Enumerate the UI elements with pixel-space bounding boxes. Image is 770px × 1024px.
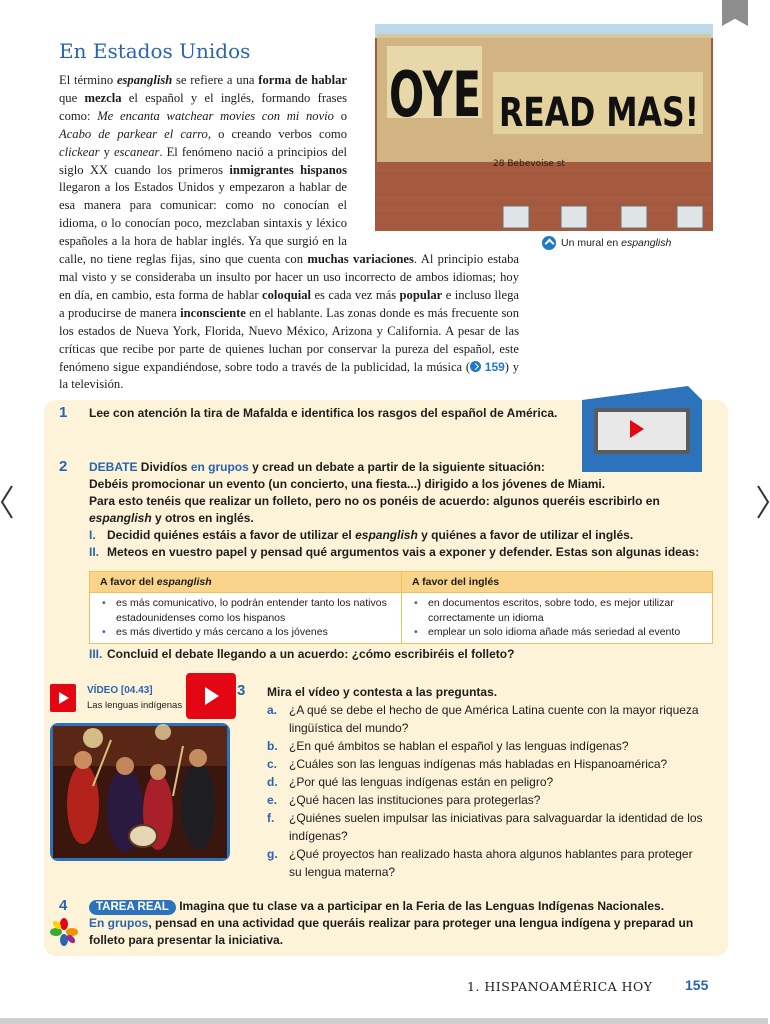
activity-1-text: Lee con atención la tira de Mafalda e identifica los rasgos del español de América. — [89, 406, 558, 420]
debate-tag: DEBATE — [89, 460, 138, 474]
table-list-item: • en documentos escritos, sobre todo, es mejor utilizar correctamente un idioma — [410, 596, 704, 625]
table-list-item: • emplear un solo idioma añade más seriedad al evento — [410, 625, 704, 640]
question-item — [267, 755, 707, 773]
question-text: ¿Qué proyectos han realizado hasta ahora algunos hablantes para proteger su lengua materna? — [289, 847, 693, 879]
question-text: ¿Cuáles son las lenguas indígenas más habladas en Hispanoamérica? — [289, 757, 668, 771]
svg-text:READ MAS!: READ MAS! — [499, 90, 699, 136]
question-text: ¿Qué hacen las instituciones para protegerlas? — [289, 793, 541, 807]
activity-3-heading: Mira el vídeo y contesta a las preguntas. — [267, 685, 498, 699]
question-letter: d. — [267, 775, 278, 789]
bottom-bar — [0, 1018, 768, 1024]
question-letter: g. — [267, 847, 278, 861]
page-number: 155 — [685, 977, 709, 993]
question-list — [267, 701, 707, 881]
table-list-item: • es más comunicativo, lo podrán entender tanto los nativos estadounidenses como los hispanos — [98, 596, 393, 625]
activity-number: 2 — [59, 458, 68, 475]
video-subtitle: Las lenguas indígenas — [87, 700, 183, 711]
table-cell-espanglish — [90, 593, 402, 644]
footer-unit-title: 1. HISPANOAMÉRICA HOY — [467, 979, 653, 994]
question-item — [267, 791, 707, 809]
debate-table — [89, 571, 713, 644]
svg-text:28 Bebevoise st: 28 Bebevoise st — [493, 159, 565, 169]
question-letter: e. — [267, 793, 278, 807]
activity-2-text: DEBATE Dividíos en grupos y cread un debate a partir de la siguiente situación: Debéis promocionar un evento (un concierto, una fiesta...) dirigido a los jóvenes de Miami. Para esto tenéis que realizar un folleto, pero no os ponéis de acuerdo: algunos queréis escribirlo en espanglish y otros en inglés. I. Decidid quiénes estáis a favor de utilizar el espanglish y quiénes a favor de utilizar el inglés. II. Meteos en vuestro papel y pensad qué argumentos vais a exponer y defender. Estas son algunas ideas: — [89, 460, 700, 559]
caption-emphasis: espanglish — [621, 237, 672, 249]
table-cell-ingles — [402, 593, 713, 644]
table-header-espanglish: A favor del espanglish — [90, 572, 402, 593]
mural-caption — [542, 236, 671, 250]
video-play-icon[interactable] — [50, 684, 76, 712]
question-item — [267, 809, 707, 845]
video-play-icon — [630, 420, 644, 438]
tarea-flower-icon — [50, 918, 78, 946]
question-item — [267, 701, 707, 737]
mural-photo — [375, 24, 713, 231]
activity-number: 3 — [237, 682, 246, 699]
question-letter: a. — [267, 703, 278, 717]
chevron-right-icon[interactable] — [756, 484, 770, 520]
activity-2-step-3: III. Concluid el debate llegando a un acuerdo: ¿cómo escribiréis el folleto? — [89, 647, 515, 661]
question-text: ¿A qué se debe el hecho de que América Latina cuente con la mayor riqueza lingüística del mundo? — [289, 703, 699, 735]
question-letter: c. — [267, 757, 278, 771]
svg-text:OYE: OYE — [389, 58, 481, 131]
activity-4-text: TAREA REAL Imagina que tu clase va a participar en la Feria de las Lenguas Indígenas Nacionales. En grupos, pensad en una actividad que queráis realizar para proteger una lengua indígena y preparad un folleto para presentar la iniciativa. — [89, 899, 694, 947]
video-label: VÍDEO [04.43] — [87, 685, 153, 696]
question-text: ¿En qué ámbitos se hablan el español y las lenguas indígenas? — [289, 739, 629, 753]
activity-number: 4 — [59, 897, 68, 914]
table-header-ingles: A favor del inglés — [402, 572, 713, 593]
question-item — [267, 737, 707, 755]
question-item — [267, 845, 707, 881]
indigenous-musicians-photo[interactable] — [50, 723, 230, 861]
caption-text: Un mural en — [561, 237, 622, 249]
intro-paragraph: El término espanglish se refiere a una forma de hablar que mezcla el español y el inglés, formando frases como: Me encanta watchear movies con mi novio o Acabo de parkear el carro, o creando verbos como clickear y escanear. El fenómeno nació a principios del siglo XX cuando los primeros inmigrantes hispanos llegaron a los Estados Unidos y empezaron a hablar de esa manera para comunicar: como no conocían el idioma, o lo conocían poco, mezclaban sintaxis y léxico españoles a la hora de hablar inglés. Ya que surgió en la calle, no tiene reglas fijas, sino que cuenta con muchas variaciones. Al principio estaba mal visto y se consideraba un insulto por hacer un uso incorrecto de ambos idiomas; hoy en día, en cambio, esta forma de hablar coloquial es cada vez más popular e incluso llega a producirse de manera inconsciente en el hablante. Las zonas donde es más frecuente son los estados de Nueva York, Florida, Nuevo México, Arizona y California. A pesar de las críticas que recibe por parte de quienes luchan por conservar la pureza del español, este fenómeno sigue expandiéndose, sobre todo a través de la publicidad, la música ( 159) y la televisión. — [59, 73, 520, 392]
question-letter: f. — [267, 811, 275, 825]
question-item — [267, 773, 707, 791]
question-letter: b. — [267, 739, 278, 753]
chevron-left-icon[interactable] — [0, 484, 14, 520]
question-text: ¿Quiénes suelen impulsar las iniciativas para salvaguardar la identidad de los indígenas? — [289, 811, 703, 843]
section-title: En Estados Unidos — [59, 39, 251, 63]
activity-number: 1 — [59, 404, 68, 421]
bookmark-icon[interactable] — [722, 0, 748, 26]
tarea-real-tag: TAREA REAL — [89, 900, 176, 915]
caption-arrow-up-icon — [542, 236, 556, 250]
table-list-item: • es más divertido y más cercano a los jóvenes — [98, 625, 393, 640]
video-play-button[interactable] — [186, 673, 236, 719]
question-text: ¿Por qué las lenguas indígenas están en peligro? — [289, 775, 554, 789]
